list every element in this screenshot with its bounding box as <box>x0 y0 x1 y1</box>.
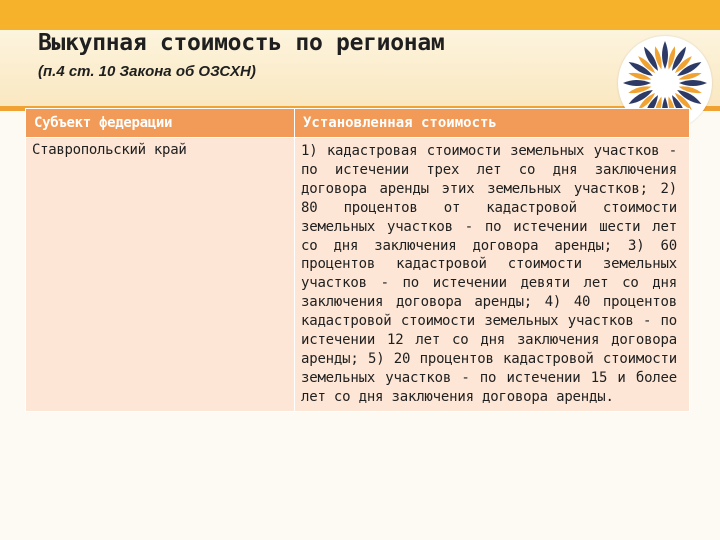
header-subject: Субъект федерации <box>26 109 295 138</box>
slide-title: Выкупная стоимость по регионам <box>38 30 445 56</box>
slide-subtitle: (п.4 ст. 10 Закона об ОЗСХН) <box>38 63 256 80</box>
cell-subject: Ставропольский край <box>26 138 295 412</box>
top-accent-bar <box>0 0 720 30</box>
table-row <box>26 138 690 412</box>
table-header-row <box>26 109 690 138</box>
regions-table <box>25 108 690 412</box>
header-cost: Установленная стоимость <box>295 109 690 138</box>
cell-cost: 1) кадастровая стоимости земельных участков - по истечении трех лет со дня заключения договора аренды этих земельных участков; 2) 80 процентов от кадастровой стоимости земельных участков - по истечении шести лет со дня заключения договора аренды; 3) 60 процентов кадастровой стоимости земельных участков - по истечении девяти лет со дня заключения договора аренды; 4) 40 процентов кадастровой стоимости земельных участков - по истечении 12 лет со дня заключения договора аренды; 5) 20 процентов кадастровой стоимости земельных участков - по истечении 15 и более лет со дня заключения договора аренды. <box>295 138 690 412</box>
